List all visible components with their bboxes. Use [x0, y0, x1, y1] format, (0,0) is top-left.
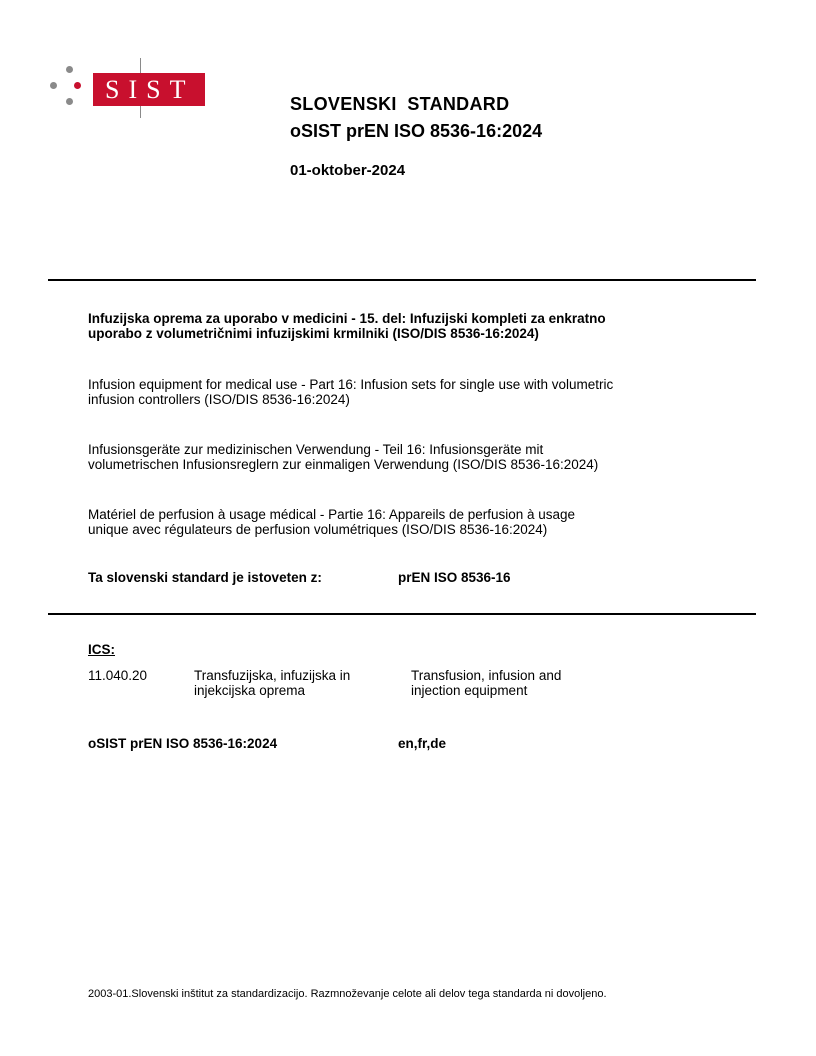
publication-date: 01-oktober-2024: [290, 162, 406, 179]
top-divider: [48, 279, 756, 281]
ics-title: ICS:: [88, 642, 115, 657]
standard-kind: SLOVENSKI STANDARD: [290, 94, 510, 114]
title-de-line-2: volumetrischen Infusionsreglern zur einmaligen Verwendung (ISO/DIS 8536-16:2024): [88, 457, 599, 472]
title-english: [88, 377, 738, 407]
ics-en-line-1: Transfusion, infusion and: [411, 668, 562, 683]
bottom-divider: [48, 613, 756, 615]
identical-label: Ta slovenski standard je istoveten z:: [88, 570, 322, 585]
title-sl-line-1: Infuzijska oprema za uporabo v medicini - 15. del: Infuzijski kompleti za enkratno: [88, 311, 606, 326]
title-en-line-1: Infusion equipment for medical use - Part 16: Infusion sets for single use with volumetric: [88, 377, 614, 392]
reference-languages: en,fr,de: [398, 736, 447, 751]
ics-sl-line-1: Transfuzijska, infuzijska in: [194, 668, 351, 683]
title-french: [88, 507, 738, 537]
logo-dots-icon: [44, 66, 84, 110]
title-en-line-2: infusion controllers (ISO/DIS 8536-16:2024): [88, 392, 350, 407]
copyright-footer: 2003-01.Slovenski inštitut za standardizacijo. Razmnoževanje celote ali delov tega standarda ni dovoljeno.: [88, 988, 607, 1000]
ics-description-en: [411, 668, 631, 698]
title-slovenian: [88, 311, 738, 341]
reference-code: oSIST prEN ISO 8536-16:2024: [88, 736, 278, 751]
ics-en-line-2: injection equipment: [411, 683, 528, 698]
title-sl-line-2: uporabo z volumetričnimi infuzijskimi krmilniki (ISO/DIS 8536-16:2024): [88, 326, 539, 341]
sist-logo: SIST: [93, 73, 205, 106]
ics-code: 11.040.20: [88, 668, 148, 683]
title-de-line-1: Infusionsgeräte zur medizinischen Verwendung - Teil 16: Infusionsgeräte mit: [88, 442, 544, 457]
title-fr-line-1: Matériel de perfusion à usage médical - Partie 16: Appareils de perfusion à usage: [88, 507, 576, 522]
title-german: [88, 442, 738, 472]
identical-value: prEN ISO 8536-16: [398, 570, 511, 585]
ics-sl-line-2: injekcijska oprema: [194, 683, 306, 698]
ics-description-sl: [194, 668, 394, 698]
title-fr-line-2: unique avec régulateurs de perfusion volumétriques (ISO/DIS 8536-16:2024): [88, 522, 548, 537]
standard-code: oSIST prEN ISO 8536-16:2024: [290, 121, 543, 141]
